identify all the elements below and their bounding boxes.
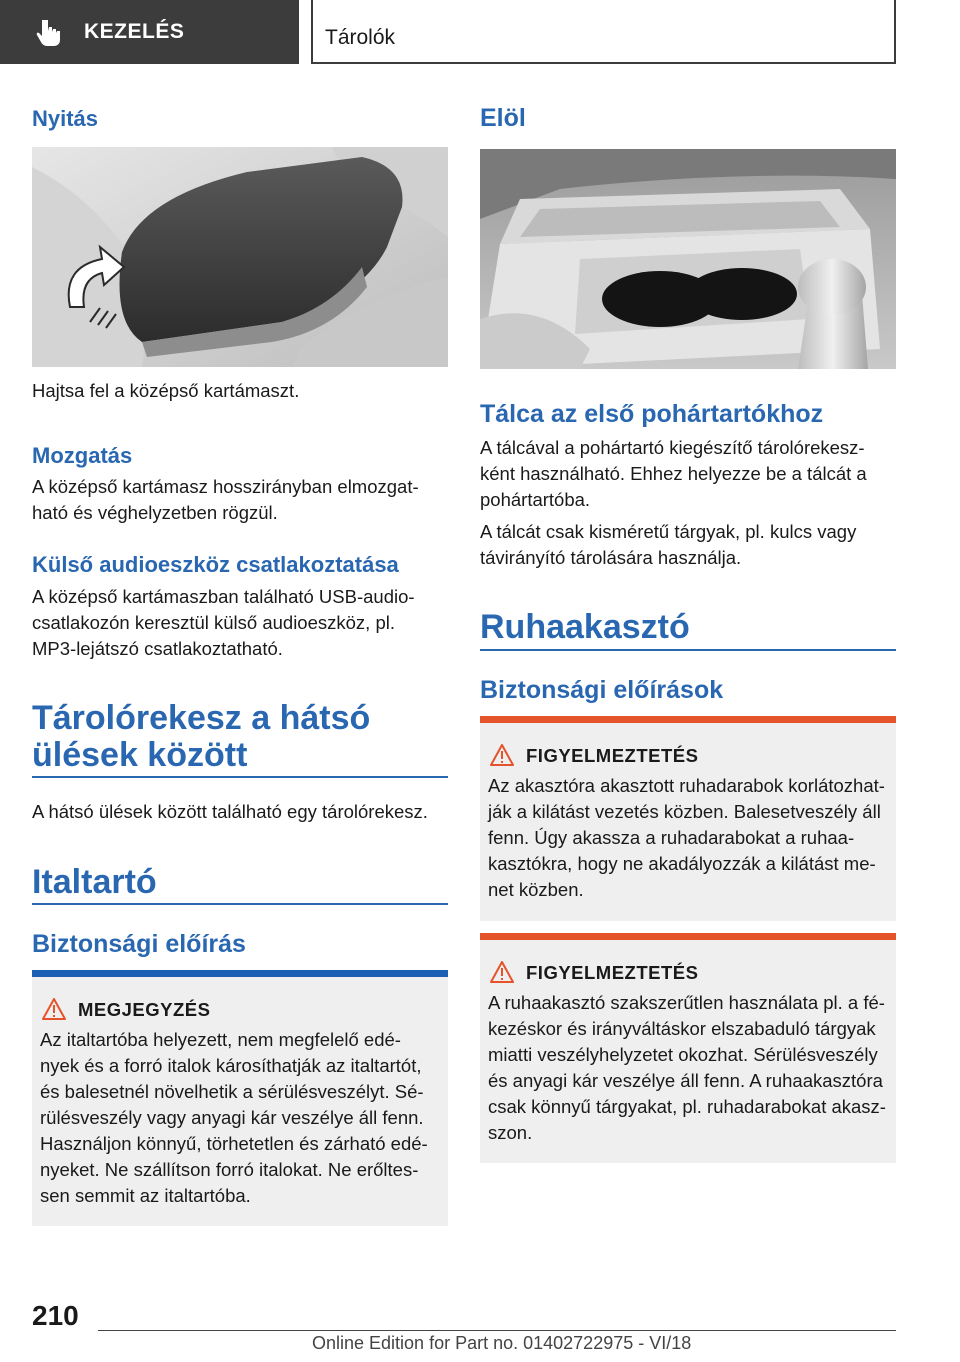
section-rule	[480, 649, 896, 651]
warning-box-2	[480, 933, 896, 1163]
kulso-line-1: A középső kartámaszban található USB-audio-	[32, 586, 415, 607]
heading-mozgatas: Mozgatás	[32, 443, 133, 468]
heading-biztonsagi-eloiras: Biztonsági előírás	[32, 930, 246, 958]
note-box	[32, 970, 448, 1226]
warning2-line-1: A ruhaakasztó szakszerűtlen használata pl. a fé-	[488, 992, 885, 1013]
talca-line-1: A tálcával a pohártartó kiegészítő tárolórekesz-	[480, 437, 865, 458]
heading-italtarto: Italtartó	[32, 863, 157, 901]
heading-elol: Elöl	[480, 104, 526, 132]
note-line-3: és balesetnél növelhetik a sérülésveszélyt. Sé-	[40, 1081, 424, 1102]
heading-tarolo-line-2: ülések között	[32, 736, 248, 774]
nyitas-caption: Hajtsa fel a középső kartámaszt.	[32, 380, 300, 401]
warning-bar	[480, 716, 896, 723]
warning2-line-6: szon.	[488, 1122, 533, 1143]
warning1-line-4: kasztókra, hogy ne akadályozzák a kilátást me-	[488, 853, 876, 874]
warning1-line-1: Az akasztóra akasztott ruhadarabok korlátozhat-	[488, 775, 885, 796]
heading-kulso-audio: Külső audioeszköz csatlakoztatása	[32, 552, 399, 577]
section-tab	[0, 0, 299, 64]
heading-tarolo-line-1: Tárolórekesz a hátsó	[32, 699, 371, 737]
warning-triangle-icon	[490, 961, 514, 983]
kulso-line-2: csatlakozón keresztül külső audioeszköz, pl.	[32, 612, 395, 633]
warning2-line-4: és anyagi kár veszélye áll fenn. A ruhaakasztóra	[488, 1070, 883, 1091]
note-line-5: Használjon könnyű, törhetetlen és zárható edé-	[40, 1133, 428, 1154]
heading-nyitas: Nyitás	[32, 106, 99, 131]
kulso-line-3: MP3-lejátszó csatlakoztatható.	[32, 638, 283, 659]
talca2-line-1: A tálcát csak kisméretű tárgyak, pl. kulcs vagy	[480, 521, 857, 542]
warning2-line-3: miatti veszélyhelyzetet okozhat. Sérülésveszély	[488, 1044, 878, 1065]
talca2-line-2: távirányító tárolására használja.	[480, 547, 742, 568]
talca-line-3: pohártartóba.	[480, 489, 591, 510]
warning-title: FIGYELMEZTETÉS	[526, 745, 699, 766]
warning-bar	[480, 933, 896, 940]
note-line-7: sen semmit az italtartóba.	[40, 1185, 251, 1206]
note-bar	[32, 970, 448, 977]
note-line-6: nyeket. Ne szállítson forró italokat. Ne erőltes-	[40, 1159, 419, 1180]
warning1-line-3: fenn. Úgy akassza a ruhadarabokat a ruhaa-	[488, 827, 855, 848]
section-rule	[32, 903, 448, 905]
cupholder-photo	[480, 149, 896, 369]
note-line-1: Az italtartóba helyezett, nem megfelelő edé-	[40, 1029, 401, 1050]
mozgatas-line-2: ható és véghelyzetben rögzül.	[32, 502, 278, 523]
armrest-photo	[32, 147, 448, 367]
warning1-line-2: ják a kilátást vezetés közben. Balesetveszély áll	[488, 801, 881, 822]
chapter-title: Tárolók	[311, 0, 896, 64]
edition-text: Online Edition for Part no. 01402722975 - VI/18	[308, 1333, 695, 1354]
warning-title: FIGYELMEZTETÉS	[526, 962, 699, 983]
hand-pointer-icon	[36, 17, 66, 47]
warning-triangle-icon	[42, 998, 66, 1020]
warning2-line-2: kezéskor és irányváltáskor elszabaduló tárgyak	[488, 1018, 876, 1039]
note-line-2: nyek és a forró italok károsíthatják az italtartót,	[40, 1055, 422, 1076]
page-number: 210	[32, 1300, 79, 1331]
note-title: MEGJEGYZÉS	[78, 999, 211, 1020]
heading-talca: Tálca az első pohártartókhoz	[480, 400, 824, 428]
warning1-line-5: net közben.	[488, 879, 584, 900]
section-label: KEZELÉS	[84, 20, 185, 43]
talca-line-2: ként használható. Ehhez helyezze be a tálcát a	[480, 463, 867, 484]
warning-triangle-icon	[490, 744, 514, 766]
section-rule	[32, 776, 448, 778]
note-line-4: rülésveszély vagy anyagi kár veszélye áll fenn.	[40, 1107, 424, 1128]
heading-ruhaakaszto: Ruhaakasztó	[480, 608, 690, 646]
mozgatas-line-1: A középső kartámasz hosszirányban elmozgat-	[32, 476, 419, 497]
warning-box-1	[480, 716, 896, 921]
warning2-line-5: csak könnyű tárgyakat, pl. ruhadarabokat akasz-	[488, 1096, 886, 1117]
footer-rule	[98, 1330, 896, 1331]
tarolo-text: A hátsó ülések között található egy tárolórekesz.	[32, 801, 428, 822]
heading-biztonsagi-eloirasok: Biztonsági előírások	[480, 676, 724, 704]
